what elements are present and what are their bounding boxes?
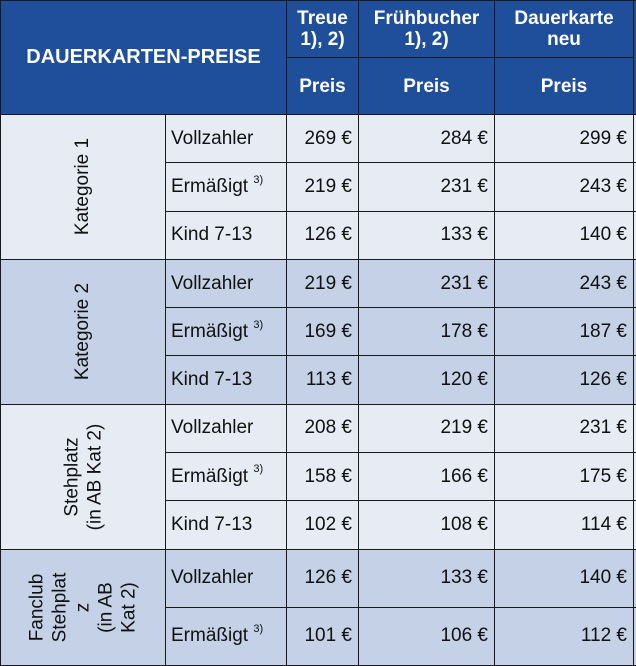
category-label-line: Kategorie 1 [72, 138, 95, 235]
ticket-type-label: Kind 7-13 [171, 224, 252, 245]
price-cell: 101 € [287, 607, 359, 665]
price-cell: 112 € [495, 607, 634, 665]
sub-header-preis: Preis [287, 58, 359, 115]
price-cell: 269 € [287, 115, 359, 163]
sub-header-preis: Preis [359, 58, 495, 115]
ticket-type-label: Ermäßigt [171, 176, 248, 197]
ticket-type [166, 356, 287, 404]
ticket-type [166, 163, 287, 211]
price-cell: 243 € [495, 259, 634, 307]
price-cell: 187 € [495, 308, 634, 356]
category-label-line: Kategorie 2 [72, 283, 95, 380]
ticket-type-label: Vollzahler [171, 567, 253, 588]
category-label [1, 115, 166, 260]
price-cell: 219 € [287, 163, 359, 211]
price-cell: 120 € [359, 356, 495, 404]
price-cell: 126 € [287, 549, 359, 607]
price-cell: 108 € [359, 501, 495, 549]
price-cell: 114 € [495, 501, 634, 549]
price-cell: 169 € [287, 308, 359, 356]
category-label-text [72, 283, 95, 380]
ticket-type [166, 211, 287, 259]
ticket-type-label: Kind 7-13 [171, 369, 252, 390]
category-label-line: Stehplatz [60, 423, 83, 530]
price-cell: 284 € [359, 115, 495, 163]
category-label-text [60, 423, 106, 530]
category-label-line: Fanclub [25, 572, 48, 642]
price-cell: 219 € [287, 259, 359, 307]
price-cell: 219 € [359, 404, 495, 452]
ticket-type [166, 453, 287, 501]
column-header-line: Treue [287, 8, 358, 29]
footnote-marker: 3) [253, 174, 263, 186]
price-cell: 208 € [287, 404, 359, 452]
price-cell: 133 € [359, 211, 495, 259]
sub-header-preis: Preis [495, 58, 634, 115]
table-row [1, 404, 636, 452]
column-header-treue [287, 1, 359, 58]
category-label-line: (in AB [94, 572, 117, 642]
category-label-line: z [71, 572, 94, 642]
price-cell: 158 € [287, 453, 359, 501]
ticket-type-label: Ermäßigt [171, 466, 248, 487]
category-label-text [72, 138, 95, 235]
price-cell: 231 € [359, 259, 495, 307]
column-header-line: 1), 2) [287, 29, 358, 50]
price-cell: 126 € [495, 356, 634, 404]
column-header-line: Frühbucher [359, 8, 494, 29]
ticket-type [166, 549, 287, 607]
category-label-line: Kat 2) [117, 572, 140, 642]
table-row [1, 549, 636, 607]
ticket-type-label: Vollzahler [171, 417, 253, 438]
price-cell: 113 € [287, 356, 359, 404]
price-cell: 102 € [287, 501, 359, 549]
ticket-type [166, 308, 287, 356]
price-cell: 140 € [495, 211, 634, 259]
price-cell: 243 € [495, 163, 634, 211]
ticket-type [166, 404, 287, 452]
column-header-fruehbucher [359, 1, 495, 58]
category-label [1, 549, 166, 665]
price-cell: 166 € [359, 453, 495, 501]
category-label-line: (in AB Kat 2) [83, 423, 106, 530]
price-cell: 231 € [359, 163, 495, 211]
price-cell: 299 € [495, 115, 634, 163]
ticket-type-label: Kind 7-13 [171, 514, 252, 535]
price-cell: 175 € [495, 453, 634, 501]
ticket-type [166, 501, 287, 549]
category-label-text [25, 572, 140, 642]
category-label [1, 404, 166, 549]
column-header-dauerkarte-neu [495, 1, 634, 58]
table-row [1, 259, 636, 307]
price-cell: 126 € [287, 211, 359, 259]
price-cell: 133 € [359, 549, 495, 607]
footnote-marker: 3) [253, 623, 263, 635]
ticket-type [166, 607, 287, 665]
table-title: DAUERKARTEN-PREISE [1, 1, 287, 115]
column-header-line: Dauerkarte [495, 8, 633, 29]
ticket-type [166, 259, 287, 307]
category-label-line: Stehplat [48, 572, 71, 642]
column-header-line: neu [495, 29, 633, 50]
ticket-type-label: Ermäßigt [171, 625, 248, 646]
ticket-type-label: Ermäßigt [171, 321, 248, 342]
price-cell: 231 € [495, 404, 634, 452]
table-row [1, 115, 636, 163]
price-cell: 140 € [495, 549, 634, 607]
price-cell: 106 € [359, 607, 495, 665]
price-cell: 178 € [359, 308, 495, 356]
footnote-marker: 3) [253, 319, 263, 331]
ticket-type-label: Vollzahler [171, 273, 253, 294]
ticket-type [166, 115, 287, 163]
category-label [1, 259, 166, 404]
column-header-line: 1), 2) [359, 29, 494, 50]
footnote-marker: 3) [253, 463, 263, 475]
ticket-type-label: Vollzahler [171, 128, 253, 149]
